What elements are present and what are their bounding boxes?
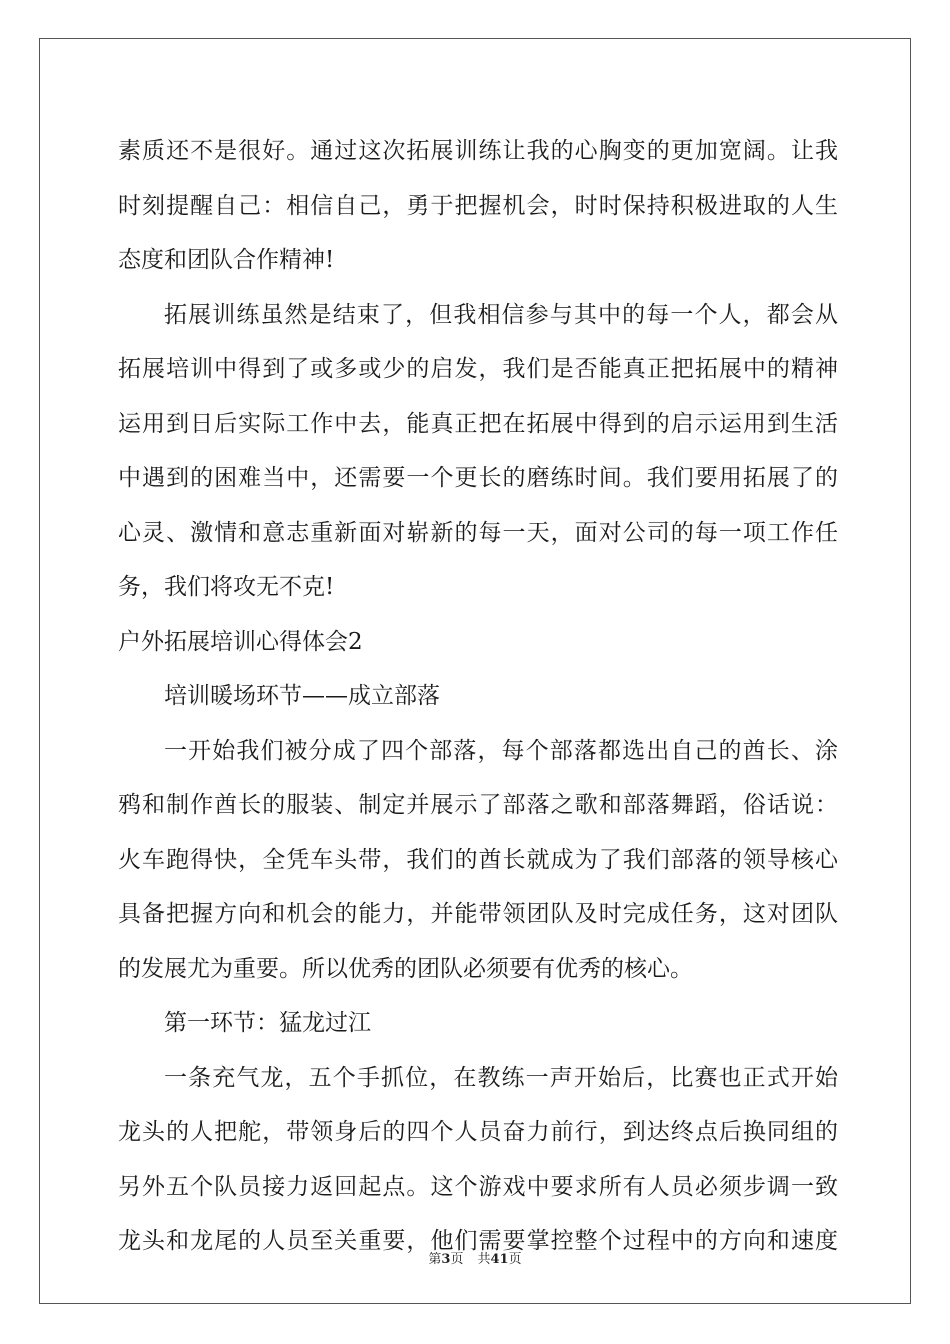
text-line: 时刻提醒自己：相信自己，勇于把握机会，时时保持积极进取的人生 xyxy=(118,192,838,219)
page-unit: 页 xyxy=(450,1252,464,1267)
text-line: 拓展培训中得到了或多或少的启发，我们是否能真正把拓展中的精神 xyxy=(118,356,838,382)
total-prefix: 共 xyxy=(477,1252,491,1267)
document-body xyxy=(118,124,838,1269)
page-prefix: 第 xyxy=(428,1252,442,1267)
text-line: 运用到日后实际工作中去，能真正把在拓展中得到的启示运用到生活 xyxy=(118,410,838,437)
total-unit: 页 xyxy=(508,1252,522,1267)
text-line: 具备把握方向和机会的能力，并能带领团队及时完成任务，这对团队 xyxy=(118,901,838,927)
current-page-number: 3 xyxy=(441,1252,451,1267)
text-line: 龙头的人把舵，带领身后的四个人员奋力前行，到达终点后换同组的 xyxy=(118,1119,838,1145)
text-line: 鸦和制作酋长的服装、制定并展示了部落之歌和部落舞蹈，俗话说： xyxy=(118,792,838,818)
text-line: 一开始我们被分成了四个部落，每个部落都选出自己的酋长、涂 xyxy=(164,737,838,764)
text-line: 火车跑得快，全凭车头带，我们的酋长就成为了我们部落的领导核心 xyxy=(118,846,838,873)
text-line: 的发展尤为重要。所以优秀的团队必须要有优秀的核心。 xyxy=(118,955,693,982)
text-line: 另外五个队员接力返回起点。这个游戏中要求所有人员必须步调一致 xyxy=(118,1173,838,1200)
text-line: 务，我们将攻无不克! xyxy=(118,574,335,600)
text-line: 素质还不是很好。通过这次拓展训练让我的心胸变的更加宽阔。让我 xyxy=(118,138,838,164)
text-line: 中遇到的困难当中，还需要一个更长的磨练时间。我们要用拓展了的 xyxy=(118,465,838,491)
text-line: 态度和团队合作精神! xyxy=(118,247,335,273)
total-page-number: 41 xyxy=(490,1252,509,1267)
subsection-heading: 培训暖场环节——成立部落 xyxy=(164,683,440,709)
section-heading: 户外拓展培训心得体会2 xyxy=(118,628,363,655)
page-footer xyxy=(0,1248,950,1267)
text-line: 一条充气龙，五个手抓位，在教练一声开始后，比赛也正式开始 xyxy=(164,1064,838,1091)
text-line: 拓展训练虽然是结束了，但我相信参与其中的每一个人，都会从 xyxy=(164,301,838,328)
text-line: 龙头和龙尾的人员至关重要，他们需要掌控整个过程中的方向和速度 xyxy=(118,1228,838,1254)
subsection-heading: 第一环节：猛龙过江 xyxy=(164,1010,371,1036)
text-line: 心灵、激情和意志重新面对崭新的每一天，面对公司的每一项工作任 xyxy=(118,519,838,546)
